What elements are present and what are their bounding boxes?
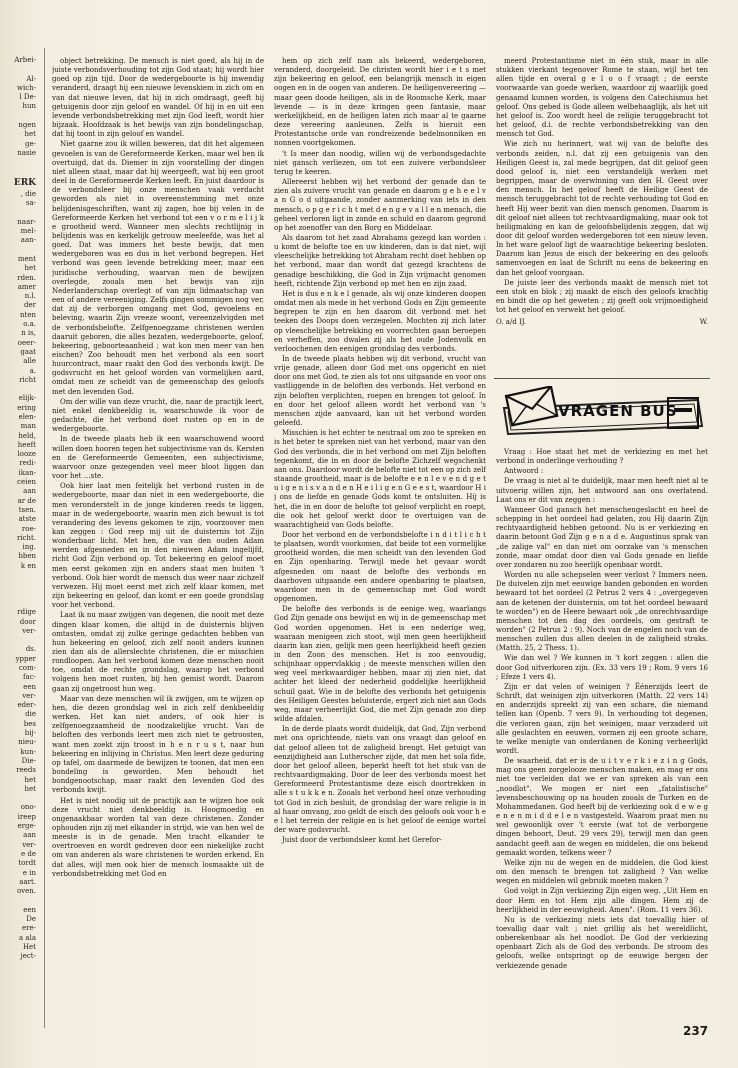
edge-line: ikan- <box>18 468 36 477</box>
edge-line: het <box>24 784 36 793</box>
edge-line: alle <box>23 357 36 366</box>
article-paragraph: Niet gaarne zou ik willen beweren, dat dit het algemeen gevoelen is van de Gereformeerde Kerken, maar wel ben ik overtuigd, dat ds. Diemer in zijn voorstelling der dingen niet alleen staat, maar dat hij weergeeft, wat bij een groot deel in de Gereformeerde Kerken leeft. En juist daardoor is de verbondsleer bij onze menschen vaak verdacht geworden als niet in overeenstemming met onze belijdenisgeschriften, want zij zagen, hoe bij velen in de Gereformeerde Kerken het verbond tot een v o r m e l i j k e grootheid werd. Wanneer men slechts rechtlijnig in belijdenis was en kerkelijk getrouw meeleefde, was het al goed. Dat was immers het beste bewijs, dat men wedergeboren was en dus in het verbond begrepen. Het verbond was geen levende betrekking meer, maar een juridische verhouding, waarvan men de bewijzen overlegde, zooals men het bewijs van zijn Nederlanderschap overlegt of van zijn lidmaatschap van een of andere vereeniging. Zelfs gingen sommigen nog ver, dat zij de verborgen omgang met God, gevoelens en beleving, waarin Zijn vreeze woont, vereenzelvigden met de verbondsbelofte. Zelfgenoegzame christenen werden daaruit geboren, die alles bezaten, wedergeboorte, geloof, bekeering, geboorteaanheid ; wat kon men meer van hen eischen? Zoo behoudt men het verbond als een soort huurcontract, maar raakt den God des verbonds kwijt. De godsvrucht en het geloof worden van vormelijken aard, omdat men ze scheidt van de gemeenschap des geloofs met den levenden God. <box>52 140 264 396</box>
edge-line: a ala <box>19 933 36 942</box>
edge-line: bij- <box>24 729 36 738</box>
edge-line: sa- <box>25 199 36 208</box>
edge-line: oeer- <box>17 338 36 347</box>
article-paragraph: In de tweede plaats heb ik een waarschuwend woord willen doen hooren tegen het subjectivisme van ds. Kersten en de Gereformeerde Gemeenten, een subjectivisme, waarvoor onze gezegenden veel meer bloot liggen dan voor het …ste. <box>52 435 264 481</box>
page-number: 237 <box>683 1024 709 1038</box>
edge-line: Die- <box>21 756 36 765</box>
signature-location: O. a/d IJ. <box>496 318 527 327</box>
edge-line: k en <box>20 561 36 570</box>
edge-line: tsen. <box>18 505 36 514</box>
edge-line <box>0 208 40 217</box>
edge-line: een <box>23 905 36 914</box>
qa-paragraph: God volgt in Zijn verkiezing Zijn eigen weg. „Uit Hem en door Hem en tot Hem zijn alle dingen. Hem zij de heerlijkheid in der eeuwigheid. Amen". (Rom. 11 vers 36). <box>496 887 708 914</box>
edge-line: kun- <box>20 747 36 756</box>
edge-line: Arbei- <box>14 56 36 64</box>
edge-line <box>0 599 40 608</box>
article-paragraph: Juist door de verbondsleer komt het Gerefor- <box>282 836 442 845</box>
edge-line: rden. <box>17 273 36 282</box>
edge-line: die <box>25 710 36 719</box>
edge-line: com- <box>18 664 36 672</box>
edge-line <box>0 246 40 255</box>
article-paragraph: Wie zich nu herinnert, wat wij van de belofte des verbonds zeiden, n.l. dat zij een getuigenis van den Heiligen Geest is, zal mede begrijpen, dat dit geloof geen dood geloof is, niet een verstandelijk werken met begrippen, maar de overwinning van den H. Geest over den mensch. In het geloof heeft de Heilige Geest de mensch teruggebracht tot de rechte verhouding tot God en heeft Hij weer bezit van dien mensch genomen. Daarom is dit geloof niet alleen tot rechtvaardigmaking, maar ook tot heiligmaking en kan de geloofsbelijdenis zeggen, dat wij door dit geloof worden wedergeboren tot een nieuw leven. In het ware geloof ligt de waarachtige bekeering besloten. Daarom kan Jezus de eisch der bekeering en des geloofs samenvoegen en laat de Schrift nu eens de bekeering en dan het geloof voorgaan. <box>496 140 708 277</box>
article-paragraph: 't Is meer dan noodig, willen wij de verbondsgedachte niet gansch verliezen, om tot een zuivere verbondsleer terug te keeren. <box>274 149 486 176</box>
edge-line: ment <box>17 254 36 263</box>
edge-line: ypper <box>15 654 36 663</box>
vragen-bus-title: VRAGEN BUS <box>558 402 678 420</box>
article-column-2 <box>274 57 486 1027</box>
edge-line <box>0 168 40 177</box>
edge-line: mel- <box>20 227 36 236</box>
article-paragraph: object betrekking. De mensch is niet goed, als hij in de juiste verbondsverhouding tot zijn God staat; hij wordt hier goed op zijn tijd. Door de wedergeboorte is hij inwendig veranderd, draagt hij een nieuwe levenskiem in zich om en van dat nieuwe leven, dat hij in zich omdraagt, geeft hij getuigenis door zijn geloof en wandel. Of hij in en uit een levende verbondsbetrekking met zijn God leeft, wordt hier bijzaak. Hoofdzaak is het bewijs van zijn bondelingschap, dat hij toont in zijn geloof en wandel. <box>52 57 264 139</box>
edge-line: redi- <box>19 459 36 468</box>
edge-line: ver- <box>22 840 36 849</box>
qa-paragraph: Worden nu alle schepselen weer verlost ? Immers neen. De duivelen zijn met eeuwige banden gebonden en worden bewaard tot het oordeel (2 Petrus 2 vers 4 : „overgegeven aan de ketenen der duisternis, om tot het oordeel bewaard te worden") en de Heere bewaart ook „de onrechtvaardige menschen tot den dag des oordeels, om gestraft te worden" (2 Petrus 2 : 9). Noch van de engelen noch van de menschen zullen dus allen deelen in de zaligheid straks. (Matth. 25, 2 Thess. 1). <box>496 571 708 653</box>
article-paragraph: meerd Protestantisme niet in één stuk, maar in alle stukken vierkant tegenover Rome te staan, wijl het ten allen tijde en overal g e l o o f vraagt ; de eerste voorwaarde van goede werken, waardoor zij waarlijk goed genaamd kunnen worden, is volgens den Catechismus het geloof. Ons gebed is Gode alleen welbehaaglijk, als het uit het geloof is. Zoo wordt heel de religie teruggebracht tot het geloof, d.i. de rechte verbondsbetrekking van den mensch tot God. <box>496 57 708 139</box>
edge-line: hun <box>22 102 36 111</box>
edge-line <box>0 385 40 394</box>
article-paragraph: De belofte des verbonds is de eenige weg, waarlangs God Zijn genade ons bewijst en wij in de gemeenschap met God worden opgenomen. Het is een nederige weg, waaraan menigeen zich stoot, wijl men geen heerlijkheid daarin kan zien, gelijk men geen heerlijkheid heeft gezien in den Zoon des menschen. Het is zoo eenvoudig, schijnbaar oppervlakkig ; de meeste menschen willen den weg veel merkwaardiger hebben, maar zij zien niet, dat achter het kleed der nederheid goddelijke heerlijkheid schuil gaat. Wie in de belofte des verbonds het getuigenis des Heiligen Geestes beluisterde, ergert zich niet aan Gods weg, maar verheerlijkt God, die met Zijn genade zoo diep wilde afdalen. <box>274 605 486 724</box>
edge-line: ere- <box>22 924 36 933</box>
edge-line <box>0 636 40 645</box>
column-divider <box>44 48 45 1028</box>
qa-paragraph: Antwoord : <box>504 467 544 476</box>
edge-line: erge- <box>17 822 36 831</box>
edge-line <box>0 896 40 905</box>
adjacent-page-edge-text <box>0 56 40 1016</box>
edge-line: gaat <box>20 347 36 356</box>
edge-line: eder- <box>17 701 36 710</box>
edge-line: tordt <box>18 859 36 868</box>
signature-initial: W. <box>699 318 708 327</box>
qa-paragraph: Wanneer God gansch het menschengeslacht en heel de schepping in het oordeel had gelaten, zou Hij daarin Zijn rechtvaardigheid hebben getoond. Nu is er verkiezing en daarin betoont God Zijn g e n a d e. Augustinus sprak van „de zalige val" en dan niet om oorzake van 's menschen zonde, maar omdat door dien val Gods genade en liefde over zondaren nu zoo heerlijk openbaar wordt. <box>496 505 708 569</box>
edge-line: aan- <box>20 236 36 245</box>
edge-line: ono- <box>20 803 36 812</box>
edge-line: het <box>24 264 36 273</box>
edge-line: heeft <box>17 440 36 449</box>
edge-line: looze <box>17 450 36 459</box>
edge-line: a. <box>29 366 36 375</box>
edge-line: een <box>23 682 36 691</box>
edge-line: ar de <box>17 496 36 505</box>
edge-line: nten <box>20 310 36 319</box>
article-signature <box>496 318 708 327</box>
edge-line: reeds <box>16 766 36 775</box>
edge-line: naar- <box>17 217 36 226</box>
article-paragraph: Laat ik nu maar zwijgen van degenen, die nooit met deze dingen klaar komen, die altijd in de duisternis blijven omtasten, omdat zij zulke geringe gedachten hebben van hun bekeering en geloof, zich zelf nooit anders kunnen zien dan als de allerslechte christenen, die er misschien rondloopen. Aan het verbond komen deze menschen nooit toe, omdat de rechte grondslag, waarop het verbond volgens hen moet rusten, bij hen gemist wordt. Daarom gaan zij ongetroost hun weg. <box>52 611 264 693</box>
section-rule <box>494 378 710 379</box>
edge-line: fac- <box>22 673 36 682</box>
article-paragraph: hem op zich zelf nam als bekeerd, wedergeboren, veranderd, doorgeleid. De christen wordt hier i e t s met zijn bekeering en geloof, een belangrijk mensch in eigen oogen en in de oogen van anderen. De heiligenvereering — maar geen doode heiligen, als in de Roomsche Kerk, maar levende — is in deze kringen geen fantasie, maar werkelijkheid, en de heiligen laten zich maar al te gaarne deze vereering aanleunen. Zelfs is hieruit een Protestantsche orde van rondreizende bedelmonniken en nonnen voortgekomen. <box>274 57 486 148</box>
edge-line: elijk- <box>18 394 36 403</box>
edge-line: elen- <box>18 412 36 421</box>
edge-line: man <box>20 422 36 431</box>
edge-line: oven. <box>16 887 36 896</box>
qa-paragraph: Welke zijn nu de wegen en de middelen, die God kiest om den mensch te brengen tot zaligheid ? Van welke wegen en middelen wil gebruik moeten maken ? <box>496 858 708 886</box>
edge-line: der <box>24 301 36 310</box>
qa-paragraph: Nu is de verkiezing niets iets dat toevallig hier of toevallig daar valt ; niet grillig als het wereldlicht, onberekenbaar als het noodlot. De God der verkiezing openbaart Zich als de God des verbonds. De stroom des geloofs, welke ontspringt op de eeuwige bergen der verkiezende genade <box>496 915 708 970</box>
edge-line: door <box>19 617 36 626</box>
edge-line <box>0 580 40 589</box>
article-paragraph: Het is niet noodig uit de practijk aan te wijzen hoe ook deze vrucht niet denkbeeldig is. Hoogmoedig en ongenaakbaar worden tal van deze christenen. Zonder ophouden zijn zij met elkander in strijd, wie van hen wel de meeste is in de genade. Men tracht elkander te overtroeven en wordt gedreven door een niekelijke zucht om van anderen als ware christenen te worden erkend. En dat alles, wijl men ook hier de mensch losmaakte uit de verbondsbetrekking met God en <box>52 796 264 878</box>
edge-line: ing. <box>22 543 36 552</box>
edge-line: amer <box>17 282 36 291</box>
article-paragraph: Het is dus e n k e l genade, als wij onze kinderen doopen omdat men als mede in het verbond Gods en Zijn gemeente begrepen te zijn en hen daarom dit verbond met het teeken des Doops doen verzegelen. Mochten zij zich later op vleeschelijke betrekking en voorrechten gaan beroepen en verheffen, zoo dwalen zij als het oude Jodenvolk en verloochenen den eenigen grondslag des verbonds. <box>274 289 486 353</box>
edge-line: ceien <box>17 478 36 487</box>
article-paragraph: Ook hier laat men feitelijk het verbond rusten in de wedergeboorte, maar dan niet in een wedergeboorte, die men veronderstelt in de jonge kinderen reeds te liggen, maar in de wedergeboorte, waarin men zich bewust is tot verandering des levens gekomen te zijn, voorzoover men kan zeggen : God reep mij uit de duisternis tot Zijn wonderbaar licht. Met hen, die van den ouden Adam werden afgesneden en in den nieuwen Adam ingelijfd, richt God Zijn verbond op. Tot bekeering en geloof moet men eerst gekomen zijn en anders staat men buiten 't verbond. Ook hier wordt de mensch dus weer naar zichzelf verwezen. Hij moet eerst met zich zelf klaar komen, met zijn bekeering en geloof, dan komt er een goede grondslag voor het verbond. <box>52 482 264 610</box>
article-paragraph: In de tweede plaats hebben wij dit verbond, vrucht van vrije genade, alleen door God met ons opgericht en niet door ons met God, te zien als tot ons uitgaande en voor ons vastliggende in de beloften des verbonds. Het verbond en zijn beloften verplichten, roepen en brengen tot geloof. In en door het geloof alleen wordt het verbond van 's menschen zijde aanvaard, kan uit het verbond worden geleefd. <box>274 355 486 428</box>
edge-line: aan <box>23 831 36 840</box>
edge-line: o.a. <box>23 320 36 329</box>
edge-line: , die <box>20 189 36 198</box>
qa-paragraph: De waarheid, dat er is de u i t v e r k i e z i n g Gods, mag ons geen zorgelooze menschen maken, en mag er ons niet toe verleiden dat we er van spreken als van een „noodlot". We mogen er niet een „fatalistische" levensbeschouwing op na houden zooals de Turken en de Mohammedanen. God heeft bij de verkiezing ook d e w e g e n e n m i d d e l e n vastgesteld. Waarom praat men nu wel gewoonlijk over 't eerste (wat tot de verborgene dingen behoort, Deut. 29 vers 29), terwijl men dan geen aandacht geeft aan de wegen en middelen, die ons bekend gemaakt worden, telkens weer ? <box>496 757 708 857</box>
edge-line <box>0 571 40 580</box>
edge-line: het <box>24 130 36 139</box>
edge-line: ngen <box>18 121 36 130</box>
edge-line: ERK <box>13 177 36 188</box>
qa-paragraph: Vraag : Hoe staat het met de verkiezing en met het verbond in onderlinge verhouding ? <box>496 448 708 466</box>
edge-line: aart. <box>19 877 36 886</box>
edge-line: n is, <box>21 329 36 338</box>
edge-line: ject- <box>20 952 36 961</box>
edge-line <box>0 590 40 599</box>
edge-line: het <box>24 775 36 784</box>
edge-line: ver- <box>22 691 36 700</box>
edge-line: e de <box>21 849 36 858</box>
edge-line: ge- <box>25 139 36 148</box>
qa-paragraph: Zijn er dat velen of weinigen ? Ëénerzijds leert de Schrift, dat weinigen zijn uitverkoren (Matth. 22 vers 14) en anderzijds spreekt zij van een schare, die niemand tellen kan (Openb. 7 vers 9). In verhouding tot degenen, die verloren gaan, zijn het weinigen, maar verzaderd uit alle geslachten en eeuwen, vormen zij een groote schare, te welke menigte van onderdanen de Koning verheerlijkt wordt. <box>496 682 708 755</box>
article-paragraph: Maar van deze menschen wil ik zwijgen, om te wijzen op hen, die dezen grondslag wel in zich zelf denkbeeldig werken. Het kan niet anders, of ook hier is zelfgenoegzaamheid de noodzakelijke vrucht. Van de beloften des verbonds leert men zich niet te getroosten, want men zoekt zijn troost in h e n r u s t, naar hun bekeering en inlijving in Christus. Men leert deze geduring op tafel, om daarmede de bewijzen te toonen, dat men een bondeling is geworden. Men behoudt het bondgenootschap, maar raakt den levenden God des verbonds kwijt. <box>52 694 264 795</box>
edge-line: n.l. <box>24 292 36 301</box>
edge-line: nieu- <box>18 738 36 747</box>
article-column-3 <box>496 57 708 377</box>
article-paragraph: Misschien is het echter te neutraal om zoo te spreken en is het beter te spreken niet van het verbond, maar van den God des verbonds, die in het verbond om met Zijn beloften tegenkomt, die in en door de belofte Zichzelf wegschenkt aan ons. Daardoor wordt de belofte niet tot een op zich zelf staande grootheid, maar is de belofte e e n l e v e n d g e t u i g e n i s v a n d e n H e i l i g e n G e e s t, waardoor H i j ons de liefde en genade Gods komt te ontsluiten. Hij is het, die in en door de belofte tot geloof verplicht en roept, die ook het geloof werkt door te overtuigen van de waarachtigheid van Gods belofte. <box>274 429 486 529</box>
edge-line: richt. <box>16 533 36 542</box>
edge-line: ver- <box>22 626 36 635</box>
edge-line <box>0 794 40 803</box>
edge-line: Al- <box>26 74 36 83</box>
edge-line: aan <box>23 487 36 496</box>
edge-line: ering <box>17 403 36 412</box>
edge-line: e in <box>22 868 36 877</box>
edge-line <box>0 65 40 74</box>
edge-line: nasie <box>17 148 36 157</box>
edge-line: held, <box>18 431 36 440</box>
edge-line: atste <box>18 515 36 524</box>
edge-line <box>0 112 40 121</box>
edge-line: richt <box>19 375 36 384</box>
qa-paragraph: Wie dan wel ? We kunnen in 't kort zeggen : allen die door God uitverkoren zijn. (Ex. 33 vers 19 ; Rom. 9 vers 16 ; Efeze 1 vers 4). <box>496 654 708 681</box>
article-column-1 <box>52 57 264 1027</box>
question-answer-column <box>496 448 708 1016</box>
edge-line: ds. <box>25 645 36 654</box>
edge-line: roe- <box>21 524 36 533</box>
vragen-bus-header <box>498 386 708 444</box>
edge-line: ireep <box>17 812 36 821</box>
article-paragraph: Door het verbond en de verbondsbelofte i n d i t l i c h t te plaatsen, wordt voorkomen, dat beide tot een vormelijke grootheid worden, die men scheidt van den levenden God en Zijn openbaring. Terwijl mede het gevaar wordt afgesneden om naast de belofte des verbonds en daarboven uitgaande een andere openbaring te plaatsen, waardoor men in de gemeenschap met God wordt opgenomen. <box>274 530 486 604</box>
edge-line: l De- <box>19 93 36 102</box>
article-paragraph: Als daarom tot het zaad Abrahams gezegd kan worden : u komt de belofte toe en uw kinderen, dan is dat niet, wijl vleeschelijke betrekking tot Abraham recht doet hebben op het verbond, maar dan wordt dat gezegd krachtens de genadige beschikking, die God in Zijn vrijmacht genomen heeft, richtende Zijn verbond op met hen en zijn zaad. <box>274 233 486 288</box>
edge-line: bben <box>18 552 36 561</box>
article-paragraph: In de derde plaats wordt duidelijk, dat God, Zijn verbond met ons oprichtende, niets van ons vraagt dan geloof en dat geloof alleen tot de zaligheid brengt. Het getuigt van eenzijdigheid aan Lutherscher zijde, dat men het sola fide, door het geloof alleen, beperkt heeft tot het stuk van de rechtvaardigmaking. Door de leer des verbonds moest het Gereformeerd Protestantisme deze eisch doortrekken in alle s t u k k e n. Zooals het verbond heel onze verhouding tot God in zich besluit, de grondslag der ware religie is in al haar omvang, zoo geldt de eisch des geloofs ook voor h e e l het terrein der religie en is het geloof de eenige wortel der ware godsvrucht. <box>274 725 486 834</box>
article-paragraph: De juiste leer des verbonds maakt de mensch niet tot een stok en blok ; zij maakt de eisch des geloofs krachtig en bindt die op het geweten ; zij geeft ook vrijmoedigheid tot het geloof en verwekt het geloof. <box>496 278 708 315</box>
article-paragraph: Allereerst hebben wij het verbond der genade dan te zien als zuivere vrucht van genade en daarom g e h e e l v a n G o d uitgaande, zonder aanmerking van iets in den mensch, o p g e r i c h t met d e n g e v a l l e n mensch, die geheel verloren ligt in zonde en schuld en daarom gegrond op het zoenoffer van den Borg en Middelaar. <box>274 178 486 232</box>
edge-line: Het <box>22 942 36 951</box>
article-paragraph: Om der wille van deze vrucht, die, naar de practijk leert, niet enkel denkbeeldig is, waarschuwde ik voor de gedachte, die het verbond doet rusten op en in de wedergeboorte. <box>52 397 264 434</box>
qa-paragraph: De vraag is niet al te duidelijk, maar men heeft niet al te uitvoerig willen zijn, het antwoord aan ons overlatend. Laat ons er dit van zeggen : <box>496 477 708 504</box>
edge-line: De <box>26 915 36 924</box>
edge-line: bes <box>23 719 36 728</box>
edge-line: wich- <box>16 83 36 92</box>
edge-line <box>0 158 40 167</box>
edge-line: rdige <box>17 608 36 617</box>
